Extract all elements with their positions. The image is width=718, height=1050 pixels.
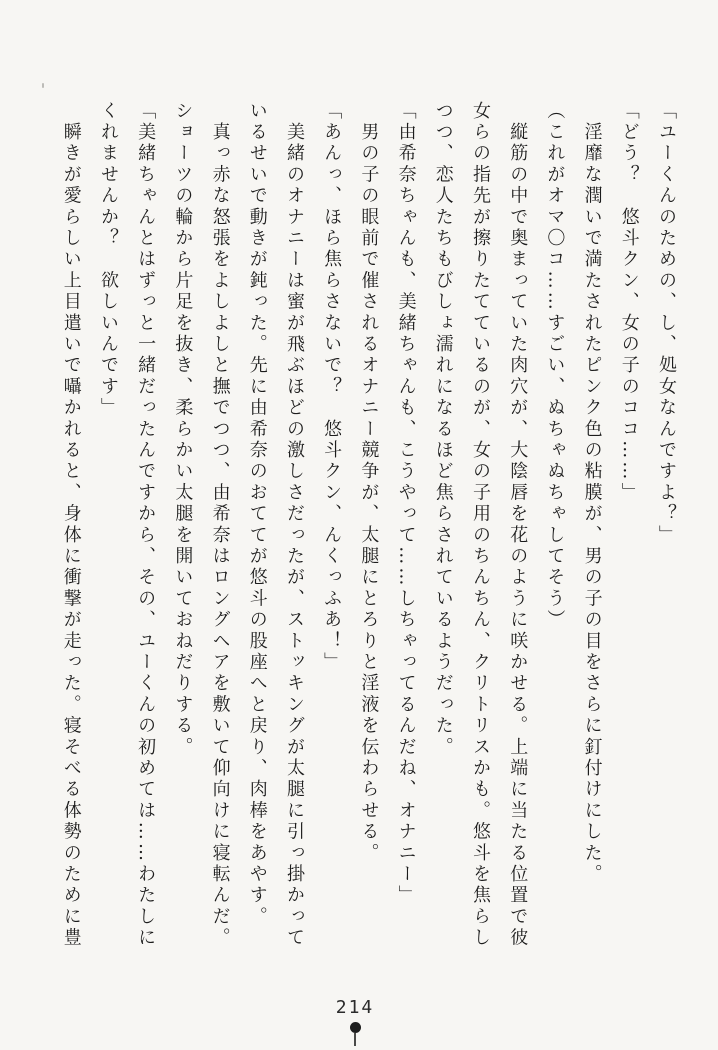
text-column: 「美緒ちゃんとはずっと一緒だったんですから、その、ユーくんの初めては……わたしに — [135, 101, 157, 949]
page-marker-stem — [354, 1033, 356, 1046]
text-column: 真っ赤な怒張をよしよしと撫でつつ、由希奈はロングヘアを敷いて仰向けに寝転んだ。 — [209, 101, 231, 949]
text-column: （これがオマ〇コ……すごい、ぬちゃぬちゃしてそう） — [544, 101, 566, 631]
text-column: 女らの指先が擦りたてているのが、女の子用のちんちん、クリトリスかも。悠斗を焦らし — [469, 101, 491, 949]
text-column: 淫靡な潤いで満たされたピンク色の粘膜が、男の子の目をさらに釘付けにした。 — [581, 101, 603, 886]
text-column: ショーツの輪から片足を抜き、柔らかい太腿を開いておねだりする。 — [172, 101, 194, 759]
text-column: 「どう？ 悠斗クン、女の子のココ……」 — [618, 101, 640, 504]
page-footer — [0, 997, 710, 1046]
text-column: 縦筋の中で奥まっていた肉穴が、大陰唇を花のように咲かせる。上端に当たる位置で彼 — [507, 101, 529, 949]
text-column: つつ、恋人たちもびしょ濡れになるほど焦らされているようだった。 — [432, 101, 454, 759]
text-column: 美緒のオナニーは蜜が飛ぶほどの激しさだったが、ストッキングが太腿に引っ掛かって — [283, 101, 305, 949]
page-number: 214 — [335, 997, 375, 1018]
text-column: いるせいで動きが鈍った。先に由希奈のおててが悠斗の股座へと戻り、肉棒をあやす。 — [246, 101, 268, 928]
vertical-text-block — [53, 101, 685, 1006]
text-column: 男の子の眼前で催されるオナニー競争が、太腿にとろりと淫液を伝わらせる。 — [358, 101, 380, 865]
text-column: くれませんか？ 欲しいんです」 — [97, 101, 119, 419]
text-column: 「ユーくんのための、し、処女なんですよ？」 — [656, 101, 677, 547]
text-column: 「由希奈ちゃんも、美緒ちゃんも、こうやって……しちゃってるんだね、オナニー」 — [395, 101, 417, 907]
page-marker-dot-icon — [350, 1022, 361, 1033]
text-column: 瞬きが愛らしい上目遣いで囁かれると、身体に衝撃が走った。寝そべる体勢のために豊 — [60, 101, 82, 949]
text-column: 「あんっ、ほら焦らさないで？ 悠斗クン、んくっふあ！」 — [321, 101, 343, 674]
scan-artifact — [42, 83, 44, 88]
